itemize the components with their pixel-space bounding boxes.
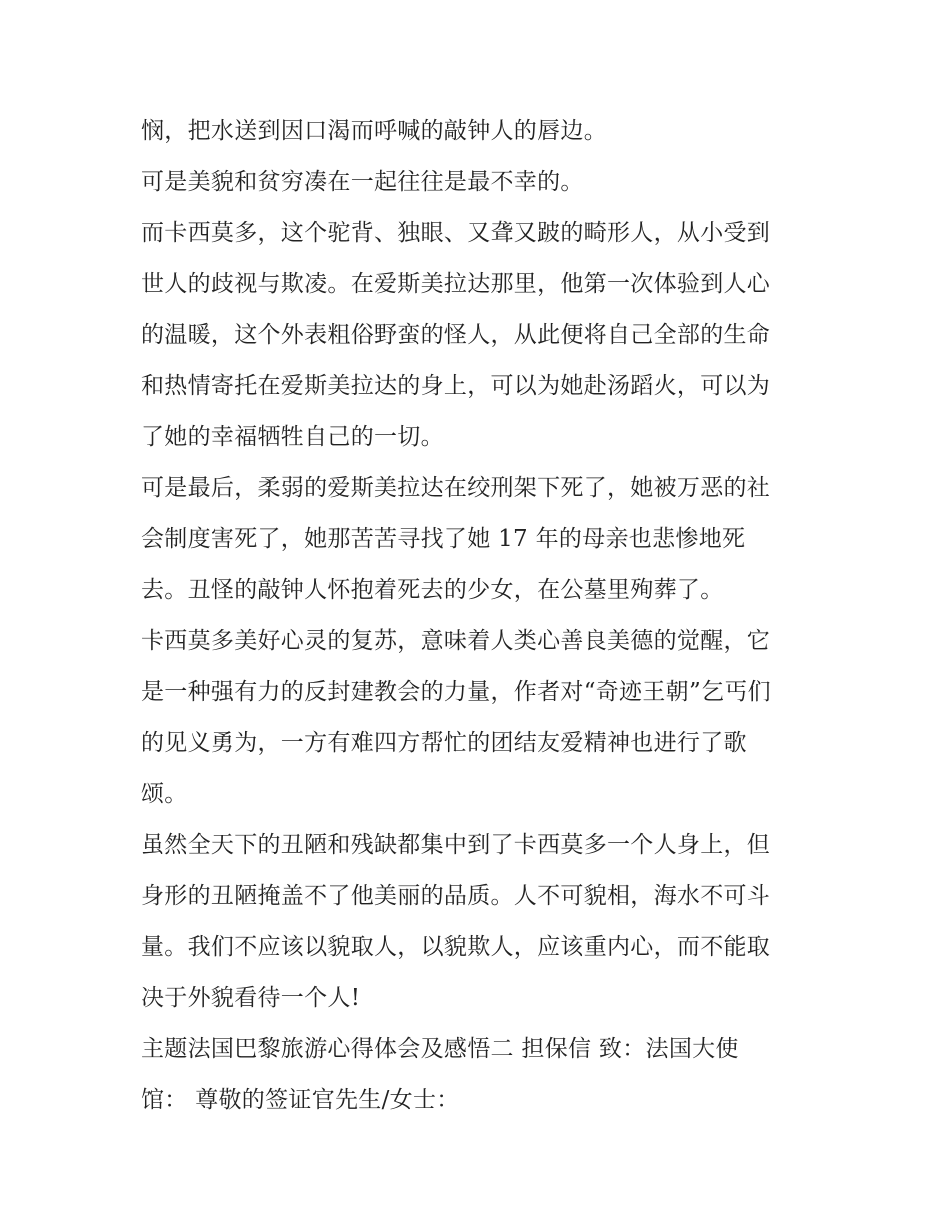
text-line: 虽然全天下的丑陋和残缺都集中到了卡西莫多一个人身上，但 xyxy=(141,832,771,858)
text-line: 身形的丑陋掩盖不了他美丽的品质。人不可貌相，海水不可斗 xyxy=(141,883,771,909)
text-line: 和热情寄托在爱斯美拉达的身上，可以为她赴汤蹈火，可以为 xyxy=(141,373,771,399)
text-line: 主题法国巴黎旅游心得体会及感悟二 担保信 致：法国大使 xyxy=(141,1036,739,1062)
text-line: 而卡西莫多，这个驼背、独眼、又聋又跛的畸形人，从小受到 xyxy=(141,220,771,246)
text-line: 的温暖，这个外表粗俗野蛮的怪人，从此便将自己全部的生命 xyxy=(141,322,771,348)
text-line: 决于外貌看待一个人! xyxy=(141,985,361,1011)
text-line: 量。我们不应该以貌取人，以貌欺人，应该重内心，而不能取 xyxy=(141,934,771,960)
text-line: 悯，把水送到因口渴而呼喊的敲钟人的唇边。 xyxy=(141,118,607,144)
text-line: 馆： 尊敬的签证官先生/女士： xyxy=(141,1087,460,1113)
text-line: 可是最后，柔弱的爱斯美拉达在绞刑架下死了，她被万恶的社 xyxy=(141,475,771,501)
text-line: 可是美貌和贫穷凑在一起往往是最不幸的。 xyxy=(141,169,584,195)
text-line: 颂。 xyxy=(141,781,188,807)
text-line: 去。丑怪的敲钟人怀抱着死去的少女，在公墓里殉葬了。 xyxy=(141,577,724,603)
text-line: 了她的幸福牺牲自己的一切。 xyxy=(141,424,444,450)
text-line: 世人的歧视与欺凌。在爱斯美拉达那里，他第一次体验到人心 xyxy=(141,271,771,297)
text-line: 的见义勇为，一方有难四方帮忙的团结友爱精神也进行了歌 xyxy=(141,730,747,756)
document-body xyxy=(141,106,821,1126)
text-line: 卡西莫多美好心灵的复苏，意味着人类心善良美德的觉醒，它 xyxy=(141,628,771,654)
text-line: 是一种强有力的反封建教会的力量，作者对“奇迹王朝”乞丐们 xyxy=(141,679,771,705)
text-line: 会制度害死了，她那苦苦寻找了她 17 年的母亲也悲惨地死 xyxy=(141,526,746,552)
